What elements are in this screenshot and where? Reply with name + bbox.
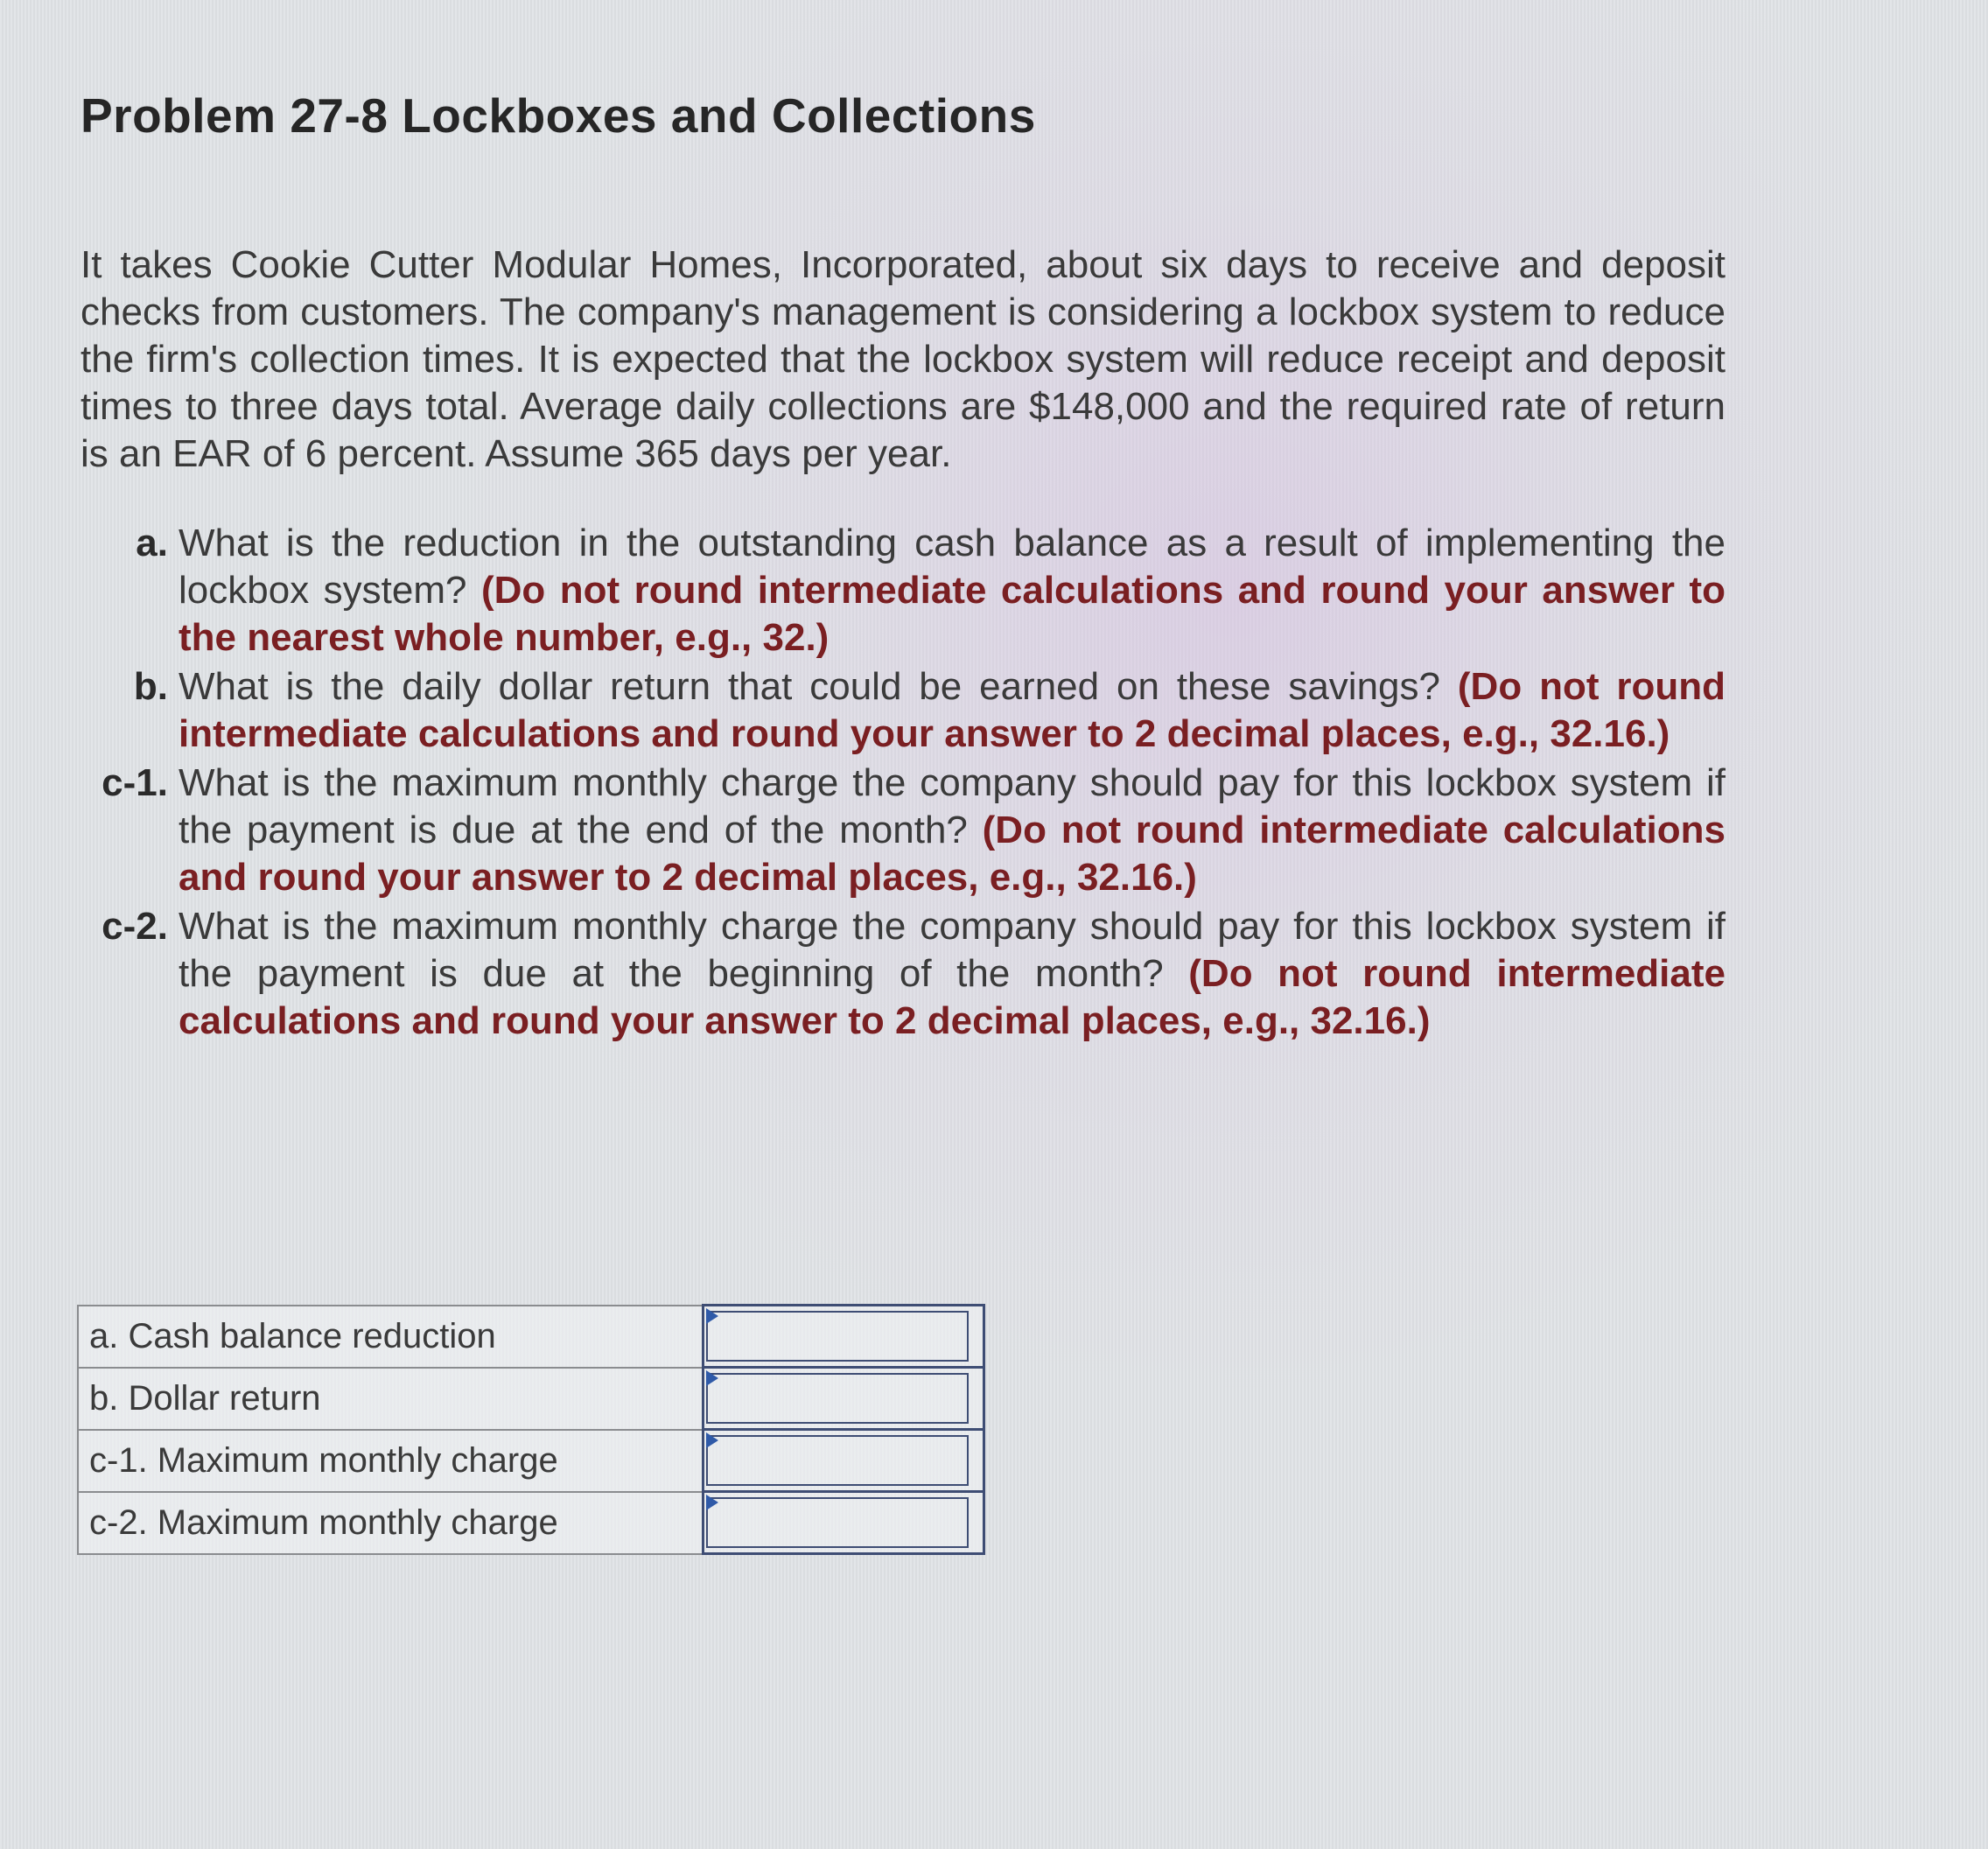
answer-cell	[704, 1430, 984, 1492]
problem-intro: It takes Cookie Cutter Modular Homes, Incorporated, about six days to receive and deposit checks from customers. The company's management is considering a lockbox system to reduce the firm's collection times. It is expected that the lockbox system will reduce receipt and deposit times to three days total. Average daily collections are $148,000 and the required rate of return is an EAR of 6 percent. Assume 365 days per year.	[80, 243, 1726, 475]
problem-title: Problem 27-8 Lockboxes and Collections	[80, 88, 1036, 143]
answer-cell	[704, 1492, 984, 1554]
rounding-instruction: (Do not round intermediate calculations and round your answer to 2 decimal places, e.g., 32.16.)	[178, 809, 1726, 899]
cash-balance-reduction-input[interactable]	[706, 1311, 969, 1362]
question-marker: a.	[136, 522, 168, 564]
question-list	[80, 520, 1726, 1045]
answer-cell	[704, 1306, 984, 1368]
answer-label: b. Dollar return	[78, 1368, 704, 1430]
input-flag-icon	[706, 1495, 718, 1510]
answer-label: c-2. Maximum monthly charge	[78, 1492, 704, 1554]
question-text: What is the maximum monthly charge the company should pay for this lockbox system if the payment is due at the end of the month?	[178, 761, 1726, 851]
rounding-instruction: (Do not round intermediate calculations and round your answer to 2 decimal places, e.g., 32.16.)	[178, 665, 1726, 755]
max-monthly-charge-end-input[interactable]	[706, 1435, 969, 1486]
question-text: What is the reduction in the outstanding cash balance as a result of implementing the lockbox system?	[178, 522, 1726, 612]
answer-row-c1	[78, 1430, 984, 1492]
question-text: What is the daily dollar return that could be earned on these savings?	[178, 665, 1440, 708]
question-marker: c-1.	[102, 761, 168, 804]
question-a	[80, 520, 1726, 662]
problem-panel	[80, 88, 1726, 1047]
answer-table	[77, 1304, 985, 1555]
answer-row-c2	[78, 1492, 984, 1554]
dollar-return-input[interactable]	[706, 1373, 969, 1424]
input-flag-icon	[706, 1370, 718, 1386]
answer-cell	[704, 1368, 984, 1430]
question-marker: b.	[133, 665, 168, 708]
rounding-instruction: (Do not round intermediate calculations and round your answer to 2 decimal places, e.g., 32.16.)	[178, 952, 1726, 1042]
rounding-instruction: (Do not round intermediate calculations and round your answer to the nearest whole number, e.g., 32.)	[178, 569, 1726, 659]
answer-row-b	[78, 1368, 984, 1430]
max-monthly-charge-beginning-input[interactable]	[706, 1497, 969, 1548]
question-marker: c-2.	[102, 905, 168, 948]
input-flag-icon	[706, 1308, 718, 1324]
question-c1	[80, 760, 1726, 901]
question-c2	[80, 903, 1726, 1045]
question-text: What is the maximum monthly charge the company should pay for this lockbox system if the payment is due at the beginning of the month?	[178, 905, 1726, 995]
input-flag-icon	[706, 1432, 718, 1448]
answer-label: a. Cash balance reduction	[78, 1306, 704, 1368]
answer-row-a	[78, 1306, 984, 1368]
answer-label: c-1. Maximum monthly charge	[78, 1430, 704, 1492]
question-b	[80, 663, 1726, 758]
